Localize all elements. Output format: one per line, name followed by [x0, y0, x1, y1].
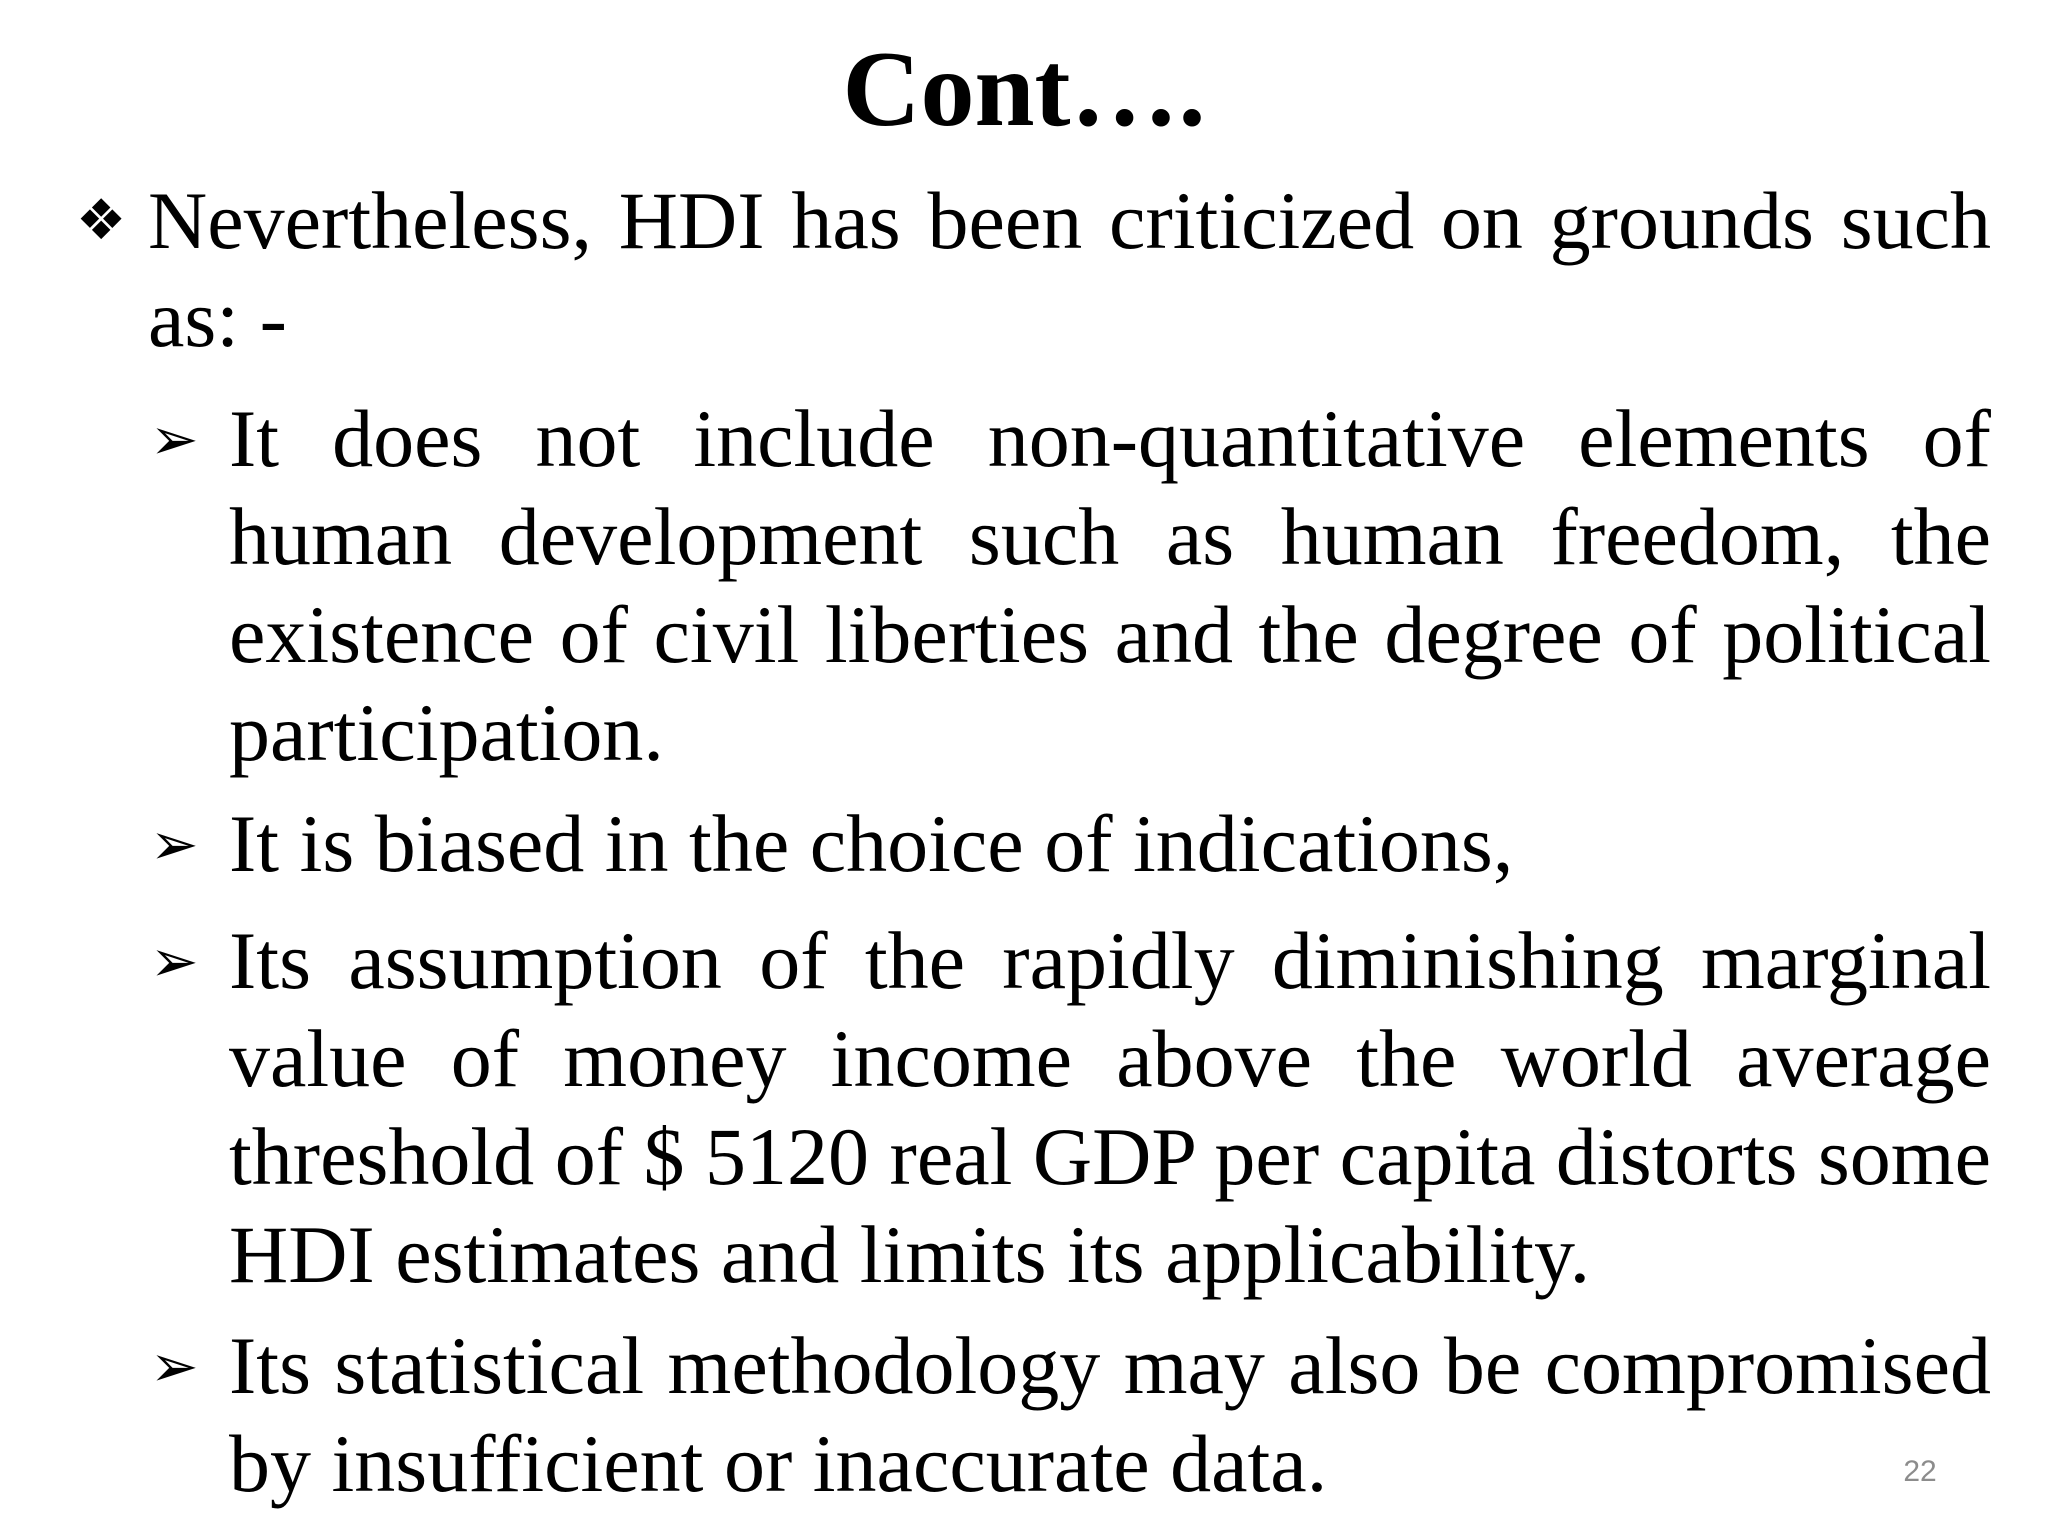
sub-bullet-text: It does not include non-quantitative elements of human development such as human freedom, the existence of civil liberties and the degree of political participation.: [229, 393, 1991, 778]
slide-title: Cont….: [842, 30, 1206, 149]
sub-bullet-item: [150, 390, 1991, 782]
sub-bullet-text: It is biased in the choice of indications,: [229, 798, 1514, 889]
sub-bullet-item: [150, 1317, 1991, 1513]
arrowhead-bullet-icon: ➢: [150, 405, 199, 473]
sub-bullet-text: Its statistical methodology may also be compromised by insufficient or inaccurate data.: [229, 1320, 1991, 1509]
sub-bullet-text: Its assumption of the rapidly diminishing marginal value of money income above the world average threshold of $ 5120 real GDP per capita distorts some HDI estimates and limits its applicability.: [229, 915, 1991, 1300]
sub-bullet-item: [150, 912, 1991, 1304]
arrowhead-bullet-icon: ➢: [150, 810, 199, 878]
arrowhead-bullet-icon: ➢: [150, 927, 199, 995]
slide-number: 22: [1903, 1455, 1937, 1488]
four-diamond-bullet-icon: ❖: [76, 188, 127, 253]
sub-bullet-item: [150, 795, 1991, 893]
main-bullet-text: Nevertheless, HDI has been criticized on grounds such as: -: [148, 175, 1991, 364]
arrowhead-bullet-icon: ➢: [150, 1332, 199, 1400]
main-bullet: [76, 172, 1991, 368]
